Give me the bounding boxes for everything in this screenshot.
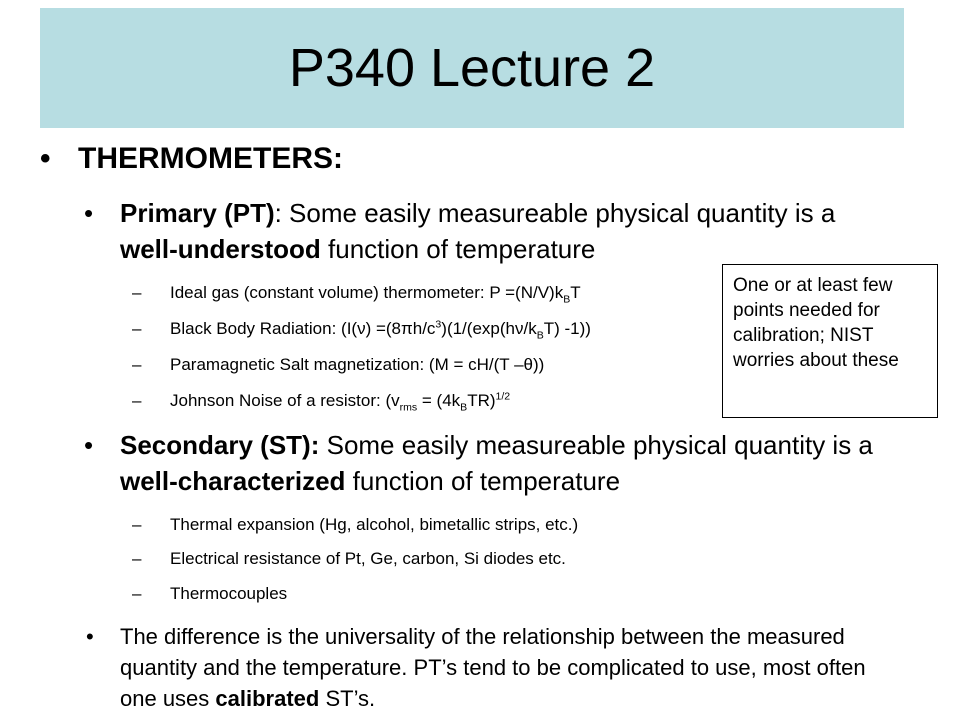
item-text: T bbox=[570, 283, 581, 302]
secondary-bullet bbox=[84, 427, 920, 499]
item-text: Electrical resistance of Pt, Ge, carbon, Si diodes etc. bbox=[170, 549, 566, 568]
item-text: Thermal expansion (Hg, alcohol, bimetallic strips, etc.) bbox=[170, 515, 579, 534]
dash: – bbox=[132, 515, 142, 534]
item-text: T) -1)) bbox=[543, 319, 591, 338]
item-text: Black Body Radiation: (I(ν) =(8πh/c bbox=[170, 319, 436, 338]
item-text: Thermocouples bbox=[170, 584, 288, 603]
primary-label: Primary (PT) bbox=[120, 198, 275, 228]
dash: – bbox=[132, 391, 142, 410]
primary-item-3 bbox=[132, 354, 545, 376]
dash: – bbox=[132, 584, 142, 603]
secondary-label: Secondary (ST): bbox=[120, 430, 320, 460]
primary-emphasis: well-understood bbox=[120, 234, 321, 264]
dash: – bbox=[132, 549, 142, 568]
calibration-callout-box bbox=[722, 264, 938, 418]
conclusion-emphasis: calibrated bbox=[215, 686, 320, 711]
dash: – bbox=[132, 283, 142, 302]
primary-item-1 bbox=[132, 282, 581, 306]
primary-item-4 bbox=[132, 390, 511, 414]
item-text: Johnson Noise of a resistor: (v bbox=[170, 391, 400, 410]
primary-bullet bbox=[84, 195, 900, 267]
heading-row bbox=[40, 142, 343, 176]
dash: – bbox=[132, 319, 142, 338]
conclusion-text-b: ST’s. bbox=[319, 686, 376, 711]
item-text: Paramagnetic Salt magnetization: (M = cH/(T –θ)) bbox=[170, 355, 545, 374]
primary-text-b: function of temperature bbox=[320, 234, 596, 264]
heading: THERMOMETERS: bbox=[78, 142, 343, 175]
item-text: = (4k bbox=[417, 391, 461, 410]
primary-text-a: : Some easily measureable physical quantity is a bbox=[274, 198, 836, 228]
secondary-item-1 bbox=[132, 514, 579, 536]
item-sup: 3 bbox=[435, 318, 442, 331]
dash: – bbox=[132, 355, 142, 374]
conclusion-text-a: The difference is the universality of the relationship between the measured quantity and the temperature. PT’s tend to be complicated to use, most often one uses bbox=[120, 624, 866, 711]
item-sub: rms bbox=[399, 401, 418, 414]
callout-text: One or at least few points needed for calibration; NIST worries about these bbox=[733, 275, 899, 371]
item-sub: B bbox=[536, 329, 544, 342]
secondary-item-2 bbox=[132, 548, 566, 570]
secondary-text-a: Some easily measureable physical quantity is a bbox=[319, 430, 873, 460]
item-sub: B bbox=[460, 401, 468, 414]
secondary-emphasis: well-characterized bbox=[120, 466, 346, 496]
item-sub: B bbox=[563, 293, 571, 306]
primary-bullet-dot: • bbox=[84, 198, 94, 228]
heading-bullet: • bbox=[40, 142, 51, 175]
item-text: Ideal gas (constant volume) thermometer: P =(N/V)k bbox=[170, 283, 564, 302]
secondary-item-3 bbox=[132, 583, 288, 605]
secondary-text-b: function of temperature bbox=[345, 466, 621, 496]
conclusion-bullet-dot: • bbox=[86, 624, 94, 649]
item-text: )(1/(exp(hν/k bbox=[441, 319, 537, 338]
slide-title: P340 Lecture 2 bbox=[288, 38, 656, 98]
secondary-bullet-dot: • bbox=[84, 430, 94, 460]
conclusion-bullet bbox=[86, 621, 890, 714]
item-text: TR) bbox=[467, 391, 496, 410]
primary-item-2 bbox=[132, 318, 591, 342]
title-banner bbox=[40, 8, 904, 128]
item-sup: 1/2 bbox=[495, 390, 511, 403]
